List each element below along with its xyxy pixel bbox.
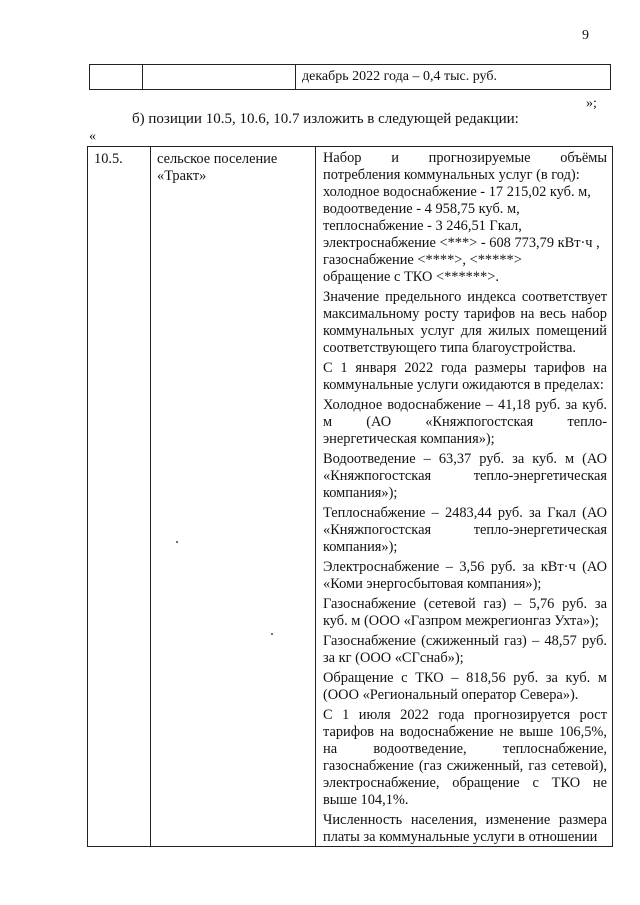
tariffs-intro: С 1 января 2022 года размеры тарифов на коммунальные услуги ожидаются в пределах: <box>323 360 607 393</box>
consumption-intro: Набор и прогнозируемые объёмы потребления коммунальных услуг (в год): <box>323 150 607 183</box>
table-cell-number <box>90 65 143 90</box>
cold-water-tariff: Холодное водоснабжение – 41,18 руб. за куб. м (АО «Княжпогостская тепло-энергетическая компания»); <box>323 397 607 447</box>
waste-tariff: Обращение с ТКО – 818,56 руб. за куб. м (ООО «Региональный оператор Севера»). <box>323 670 607 703</box>
heat-tariff: Теплоснабжение – 2483,44 руб. за Гкал (АО «Княжпогостская тепло-энергетическая компания»); <box>323 505 607 555</box>
positions-table <box>87 146 613 847</box>
gas-volume: газоснабжение <****>, <*****> <box>323 252 522 268</box>
cold-water-volume: холодное водоснабжение - 17 215,02 куб. м, <box>323 184 591 200</box>
electricity-tariff: Электроснабжение – 3,56 руб. за кВт·ч (АО «Коми энергосбытовая компания»); <box>323 559 607 592</box>
liquefied-gas-tariff: Газоснабжение (сжиженный газ) – 48,57 руб. за кг (ООО «СГснаб»); <box>323 633 607 666</box>
settlement-name: сельское поселение «Тракт» <box>151 147 316 847</box>
electricity-volume: электроснабжение <***> - 608 773,79 кВт·ч , <box>323 235 600 251</box>
table-cell-place <box>143 65 296 90</box>
population-paragraph: Численность населения, изменение размера платы за коммунальные услуги в отношении <box>323 812 607 845</box>
heat-volume: теплоснабжение - 3 246,51 Гкал, <box>323 218 522 234</box>
closing-quote: »; <box>586 96 597 111</box>
opening-quote: « <box>89 129 96 144</box>
scan-speck <box>176 541 178 543</box>
scan-speck <box>271 633 273 635</box>
july-growth-paragraph: С 1 июля 2022 года прогнозируется рост тарифов на водоснабжение не выше 106,5%, на водоотведение, теплоснабжение, газоснабжение (газ сжиженный, газ сетевой), электроснабжение, обращение с ТКО не выше 104,1%. <box>323 707 607 808</box>
wastewater-volume: водоотведение - 4 958,75 куб. м, <box>323 201 520 217</box>
wastewater-tariff: Водоотведение – 63,37 руб. за куб. м (АО «Княжпогостская тепло-энергетическая компания»); <box>323 451 607 501</box>
table-row <box>90 65 611 90</box>
position-number: 10.5. <box>88 147 151 847</box>
table-cell-description: декабрь 2022 года – 0,4 тыс. руб. <box>296 65 611 90</box>
waste-volume: обращение с ТКО <******>. <box>323 269 499 285</box>
previous-row-table <box>89 64 611 90</box>
page-number: 9 <box>582 28 589 43</box>
index-paragraph: Значение предельного индекса соответствует максимальному росту тарифов на весь набор коммунальных услуг для жилых помещений соответствующего типа благоустройства. <box>323 289 607 356</box>
position-description <box>316 147 613 847</box>
network-gas-tariff: Газоснабжение (сетевой газ) – 5,76 руб. за куб. м (ООО «Газпром межрегионгаз Ухта»); <box>323 596 607 629</box>
table-row <box>88 147 613 847</box>
amendment-instruction: б) позиции 10.5, 10.6, 10.7 изложить в следующей редакции: <box>132 111 519 127</box>
